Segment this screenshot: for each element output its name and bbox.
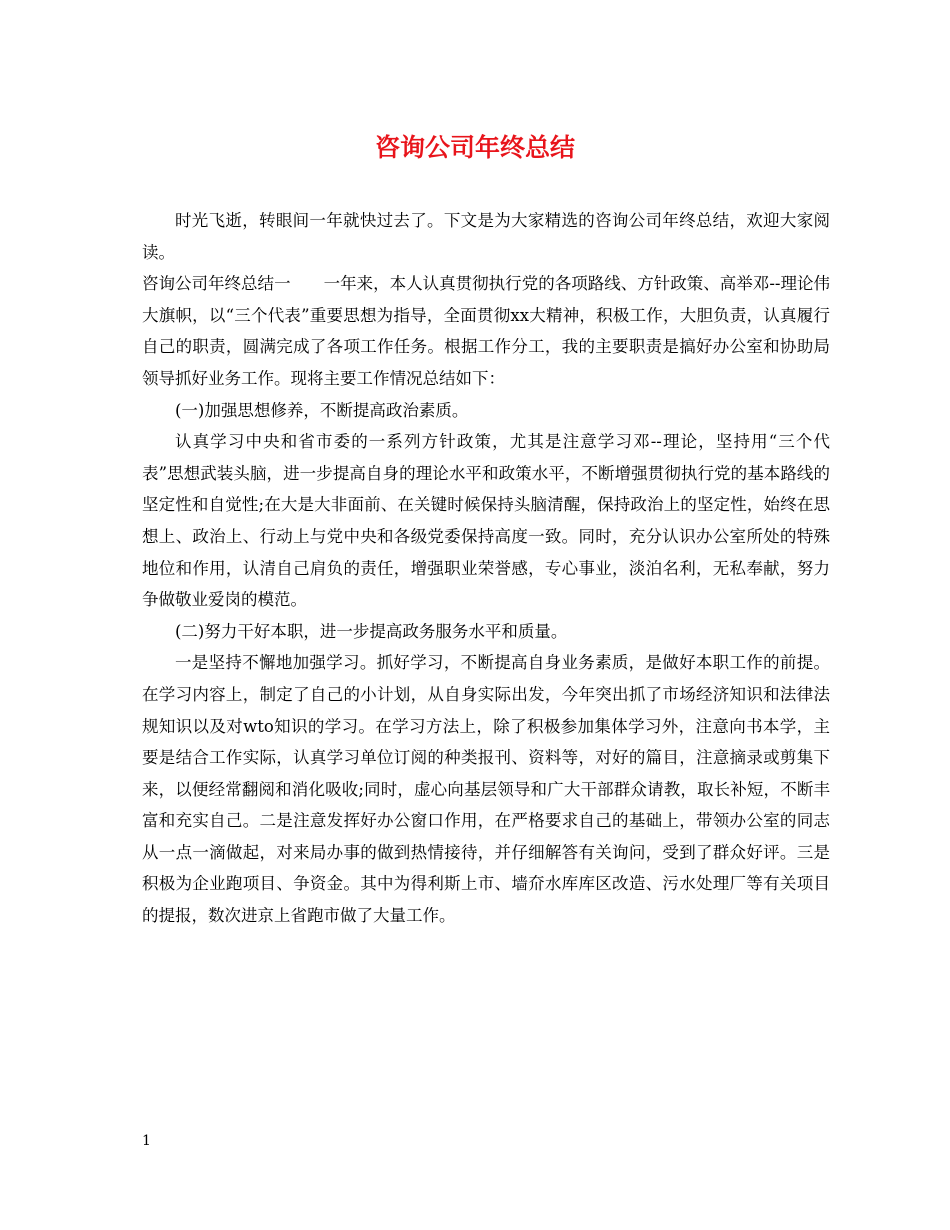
- section-heading-2: (二)努力干好本职，进一步提高政务服务水平和质量。: [175, 621, 568, 641]
- summary-opening-paragraph: 咨询公司年终总结一 一年来，本人认真贯彻执行党的各项路线、方针政策、高举邓--理论伟大旗帜，以“三个代表”重要思想为指导，全面贯彻xx大精神，积极工作，大胆负责，认真履行自己的职责，圆满完成了各项工作任务。根据工作分工，我的主要职责是搞好办公室和协助局领导抓好业务工作。现将主要工作情况总结如下：: [142, 274, 830, 388]
- page-number: 1: [142, 1133, 151, 1149]
- section-heading-1: (一)加强思想修养，不断提高政治素质。: [175, 400, 469, 420]
- document-body: [142, 205, 830, 932]
- intro-paragraph: 时光飞逝，转眼间一年就快过去了。下文是为大家精选的咨询公司年终总结，欢迎大家阅读。: [142, 211, 830, 262]
- page-title: 咨询公司年终总结: [374, 133, 575, 162]
- section-1-paragraph: 认真学习中央和省市委的一系列方针政策，尤其是注意学习邓--理论，坚持用“三个代表”思想武装头脑，进一步提高自身的理论水平和政策水平，不断增强贯彻执行党的基本路线的坚定性和自觉性;在大是大非面前、在关键时候保持头脑清醒，保持政治上的坚定性，始终在思想上、政治上、行动上与党中央和各级党委保持高度一致。同时，充分认识办公室所处的特殊地位和作用，认清自己肩负的责任，增强职业荣誉感，专心事业，淡泊名利，无私奉献，努力争做敬业爱岗的模范。: [142, 432, 830, 610]
- section-2-paragraph: 一是坚持不懈地加强学习。抓好学习，不断提高自身业务素质，是做好本职工作的前提。在学习内容上，制定了自己的小计划，从自身实际出发，今年突出抓了市场经济知识和法律法规知识以及对wto知识的学习。在学习方法上，除了积极参加集体学习外，注意向书本学，主要是结合工作实际，认真学习单位订阅的种类报刊、资料等，对好的篇目，注意摘录或剪集下来，以便经常翻阅和消化吸收;同时，虚心向基层领导和广大干部群众请教，取长补短，不断丰富和充实自己。二是注意发挥好办公窗口作用，在严格要求自己的基础上，带领办公室的同志从一点一滴做起，对来局办事的做到热情接待，并仔细解答有关询问，受到了群众好评。三是积极为企业跑项目、争资金。其中为得利斯上市、墙夼水库库区改造、污水处理厂等有关项目的提报，数次进京上省跑市做了大量工作。: [142, 653, 830, 926]
